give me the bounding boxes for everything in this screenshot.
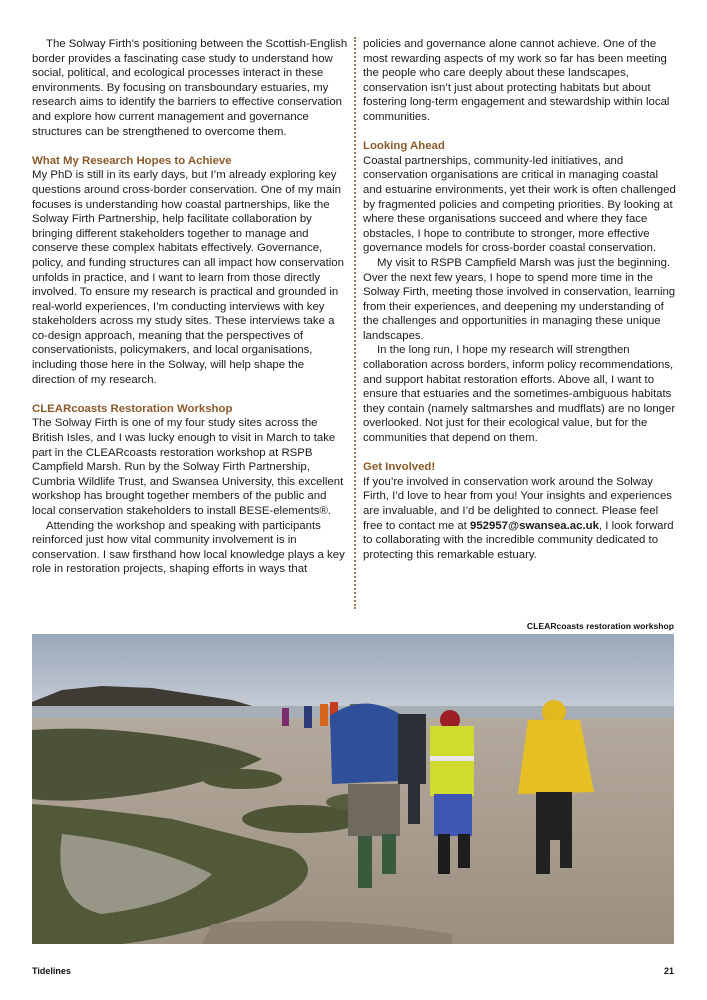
section-heading-looking-ahead: Looking Ahead xyxy=(363,140,445,153)
get-involved-text-before: If you’re involved in conservation work around the Solway Firth, I’d love to hear from you! Your insights and experiences are invaluable, and I’d be delighted to connect. Please feel free to contact me at xyxy=(363,475,672,532)
looking-ahead-paragraph-1: Coastal partnerships, community-led initiatives, and conservation organisations are critical in managing coastal and estuarine environments, yet their work is often challenged by fragmented policies and competing priorities. By looking at where these organisations succeed and where they face obstacles, I hope to contribute to stronger, more effective governance models for cross-border coastal conservation. xyxy=(363,154,676,255)
footer-publication: Tidelines xyxy=(32,966,71,976)
photo-caption: CLEARcoasts restoration workshop xyxy=(526,621,674,631)
left-column xyxy=(32,37,350,577)
footer-page-number: 21 xyxy=(663,966,674,976)
looking-ahead-paragraph-3: In the long run, I hope my research will strengthen collaboration across borders, inform policy recommendations, and support habitat restoration efforts. Above all, I want to ensure that estuaries and the sometimes-ambiguous habitats they contain (namely saltmarshes and mudflats) are no longer overlooked. Not just for their ecological value, but for the communities that depend on them. xyxy=(363,344,676,445)
column-divider xyxy=(354,37,356,609)
section-heading-workshop: CLEARcoasts Restoration Workshop xyxy=(32,402,233,415)
continuation-paragraph: policies and governance alone cannot achieve. One of the most rewarding aspects of my work so far has been meeting the people who care deeply about these landscapes, conservation isn’t just about protecting habitats but about fostering long-term engagement and stewardship within local communities. xyxy=(363,38,670,123)
right-column xyxy=(363,37,677,562)
workshop-paragraph-1: The Solway Firth is one of my four study sites across the British Isles, and I was lucky enough to visit in March to take part in the CLEARcoasts restoration workshop at RSPB Campfield Marsh. Run by the Solway Firth Partnership, Cumbria Wildlife Trust, and Swansea University, this excellent workshop has brought together members of the public and local conservation stakeholders to install BESE-elements®. xyxy=(32,417,344,517)
research-aims-paragraph: My PhD is still in its early days, but I’m already exploring key questions around cross-border conservation. One of my main focuses is understanding how coastal partnerships, like the Solway Firth Partnership, help facilitate collaboration by bringing different stakeholders together to manage and conserve these complex habitats effectively. Governance, policy, and funding structures can all impact how conservation unfolds in practice, and I want to learn from those directly involved. To ensure my research is practical and grounded in real-world experiences, I’m conducting interviews with key stakeholders across my study sites. These interviews take a co-design approach, meaning that the perspectives of conservationists, policymakers, and local organisations, including those here in the Solway, will help shape the direction of my research. xyxy=(32,169,344,386)
section-heading-get-involved: Get Involved! xyxy=(363,461,436,474)
get-involved-paragraph xyxy=(363,475,677,563)
workshop-photo xyxy=(32,634,674,944)
intro-paragraph: The Solway Firth’s positioning between the Scottish-English border provides a fascinating case study to understand how social, political, and ecological processes interact in these environments. By focusing on transboundary estuaries, my research aims to identify the barriers to effective conservation and explore how current management and governance structures can be strengthened to overcome them. xyxy=(32,38,348,138)
looking-ahead-paragraph-2: My visit to RSPB Campfield Marsh was just the beginning. Over the next few years, I hope to spend more time in the Solway Firth, meeting those involved in conservation, learning from their experiences, and deepening my understanding of the challenges and opportunities in managing these unique landscapes. xyxy=(363,256,676,342)
workshop-paragraph-2: Attending the workshop and speaking with participants reinforced just how vital community involvement is in conservation. I saw firsthand how local knowledge plays a key role in restoration projects, shaping efforts in ways that xyxy=(32,519,345,576)
get-involved-text-after: , I look forward to collaborating with the incredible community dedicated to protecting this remarkable estuary. xyxy=(363,519,674,561)
contact-email[interactable]: 952957@swansea.ac.uk xyxy=(470,519,599,532)
section-heading-research-aims: What My Research Hopes to Achieve xyxy=(32,154,232,167)
